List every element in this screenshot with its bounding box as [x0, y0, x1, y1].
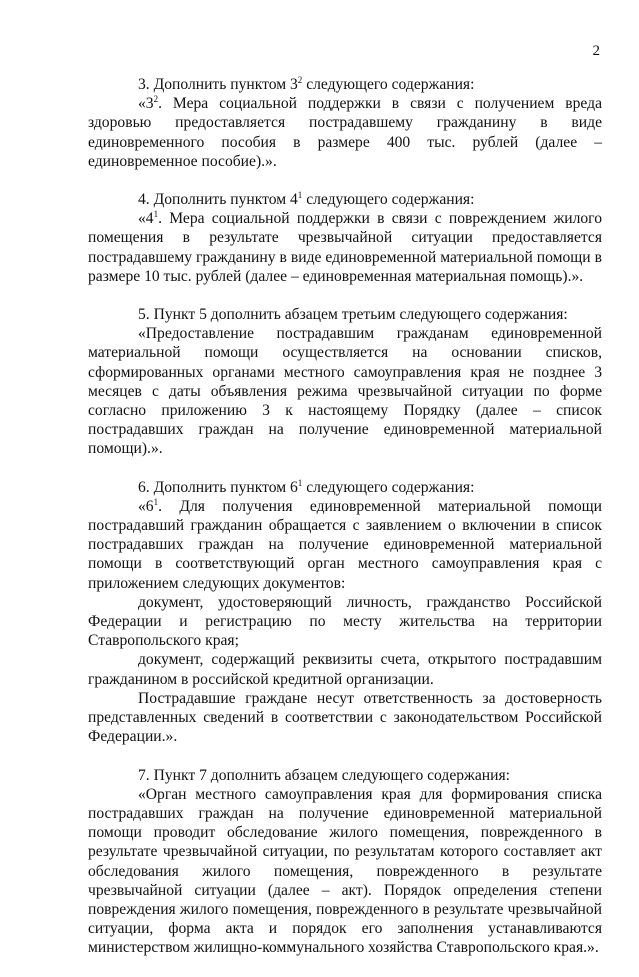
document-list-item: документ, удостоверяющий личность, гражданство Российской Федерации и регистрацию по месту жительства на территории Ставропольского края; [88, 593, 602, 650]
responsibility-text: Пострадавшие граждане несут ответственность за достоверность представленных сведений в соответствии с законодательством Российской Федерации.». [88, 689, 602, 746]
amendment-item-4 [88, 190, 602, 286]
document-body [88, 75, 602, 977]
document-list-item: документ, содержащий реквизиты счета, открытого пострадавшим гражданином в российской кредитной организации. [88, 651, 602, 688]
amendment-heading: 6. Дополнить пунктом $6^1$ следующего содержания: [138, 477, 475, 496]
amendment-item-7 [88, 766, 602, 958]
amendment-text: «$6^1$. Для получения единовременной материальной помощи пострадавший гражданин обращается с заявлением о включении в список пострадавших граждан на получение единовременной материальной помощи в соответствующий орган местного самоуправления края с приложением следующих документов: [88, 496, 602, 592]
amendment-text: «$4^1$. Мера социальной поддержки в связи с повреждением жилого помещения в результате чрезвычайной ситуации предоставляется пострадавшему гражданину в виде единовременной материальной помощи в размере 10 тыс. рублей (далее – единовременная материальная помощь).». [88, 209, 602, 285]
amendment-text: «$3^2$. Мера социальной поддержки в связи с получением вреда здоровью предоставляется пострадавшему гражданину в виде единовременного пособия в размере 400 тыс. рублей (далее – единовременное пособие).». [88, 94, 602, 170]
amendment-heading: 5. Пункт 5 дополнить абзацем третьим следующего содержания: [138, 306, 568, 324]
amendment-text: «Орган местного самоуправления края для формирования списка пострадавших граждан на получение единовременной материальной помощи проводит обследование жилого помещения, поврежденного в результате чрезвычайной ситуации, по результатам которого составляет акт обследования жилого помещения, поврежденного в результате чрезвычайной ситуации (далее – акт). Порядок определения степени повреждения жилого помещения, поврежденного в результате чрезвычайной ситуации, форма акта и порядок его заполнения устанавливаются министерством жилищно-коммунального хозяйства Ставропольского края.». [88, 785, 602, 957]
amendment-heading: 7. Пункт 7 дополнить абзацем следующего содержания: [138, 766, 510, 784]
amendment-text: «Предоставление пострадавшим гражданам единовременной материальной помощи осуществляется на основании списков, сформированных органами местного самоуправления края не позднее 3 месяцев с даты объявления режима чрезвычайной ситуации по форме согласно приложению 3 к настоящему Порядку (далее – список пострадавших граждан на получение единовременной материальной помощи).». [88, 325, 602, 458]
amendment-heading: 3. Дополнить пунктом $3^2$ следующего содержания: [138, 75, 475, 93]
page-number: 2 [592, 43, 600, 59]
amendment-heading: 4. Дополнить пунктом $4^1$ следующего содержания: [138, 190, 475, 209]
amendment-item-3 [88, 75, 602, 171]
amendment-item-6 [88, 478, 602, 747]
amendment-item-5 [88, 305, 602, 459]
